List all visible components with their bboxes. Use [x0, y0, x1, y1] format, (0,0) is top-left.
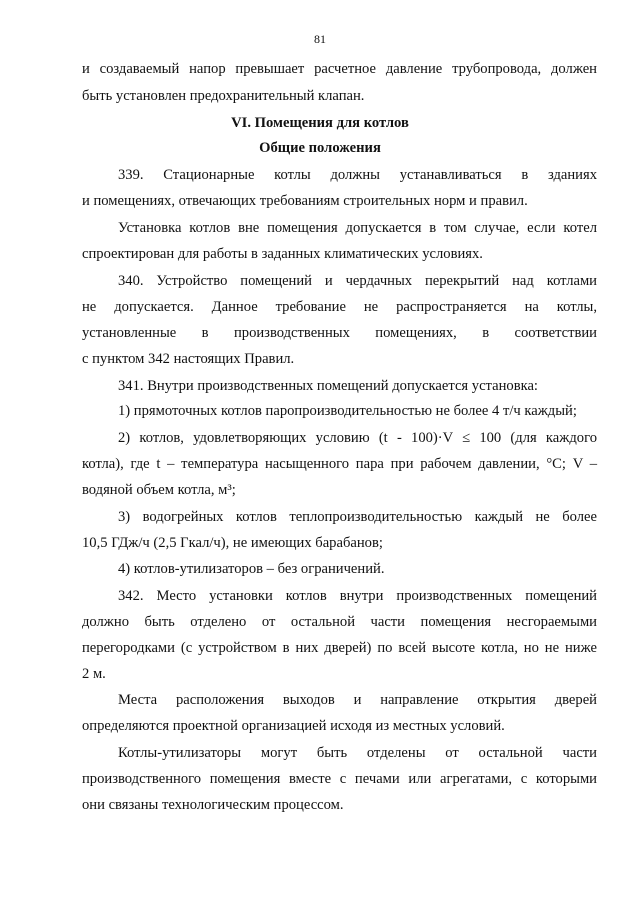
text-line: не допускается. Данное требование не распространяется на котлы,: [82, 299, 597, 315]
text-line: быть установлен предохранительный клапан.: [82, 88, 365, 104]
text-line: Установка котлов вне помещения допускается в том случае, если котел: [118, 220, 597, 236]
text-line: 10,5 ГДж/ч (2,5 Гкал/ч), не имеющих барабанов;: [82, 535, 383, 551]
text-line: определяются проектной организацией исходя из местных условий.: [82, 718, 505, 734]
text-line: производственного помещения вместе с печами или агрегатами, с которыми: [82, 771, 597, 787]
text-line: водяной объем котла, м³;: [82, 482, 236, 498]
text-line: 2) котлов, удовлетворяющих условию (t - 100)·V ≤ 100 (для каждого: [118, 430, 597, 446]
text-line: 339. Стационарные котлы должны устанавливаться в зданиях: [118, 167, 597, 183]
section-heading: VI. Помещения для котлов: [231, 115, 409, 131]
text-line: 4) котлов-утилизаторов – без ограничений.: [118, 561, 385, 577]
text-line: Котлы-утилизаторы могут быть отделены от остальной части: [118, 745, 597, 761]
text-line: 3) водогрейных котлов теплопроизводительностью каждый не более: [118, 509, 597, 525]
text-line: и помещениях, отвечающих требованиям строительных норм и правил.: [82, 193, 528, 209]
text-line: с пунктом 342 настоящих Правил.: [82, 351, 295, 367]
text-line: 342. Место установки котлов внутри производственных помещений: [118, 588, 597, 604]
text-line: 2 м.: [82, 666, 106, 682]
text-line: 1) прямоточных котлов паропроизводительностью не более 4 т/ч каждый;: [118, 403, 577, 419]
text-line: 340. Устройство помещений и чердачных перекрытий над котлами: [118, 273, 597, 289]
text-line: они связаны технологическим процессом.: [82, 797, 344, 813]
text-line: установленные в производственных помещениях, в соответствии: [82, 325, 597, 341]
section-heading: Общие положения: [259, 140, 381, 156]
text-line: Места расположения выходов и направление открытия дверей: [118, 692, 597, 708]
text-line: 341. Внутри производственных помещений допускается установка:: [118, 378, 538, 394]
text-line: должно быть отделено от остальной части помещения несгораемыми: [82, 614, 597, 630]
text-line: котла), где t – температура насыщенного пара при рабочем давлении, °С; V –: [82, 456, 597, 472]
text-line: спроектирован для работы в заданных климатических условиях.: [82, 246, 483, 262]
text-line: перегородками (с устройством в них дверей) по всей высоте котла, но не ниже: [82, 640, 597, 656]
page-number: 81: [314, 32, 326, 46]
text-line: и создаваемый напор превышает расчетное давление трубопровода, должен: [82, 61, 597, 77]
